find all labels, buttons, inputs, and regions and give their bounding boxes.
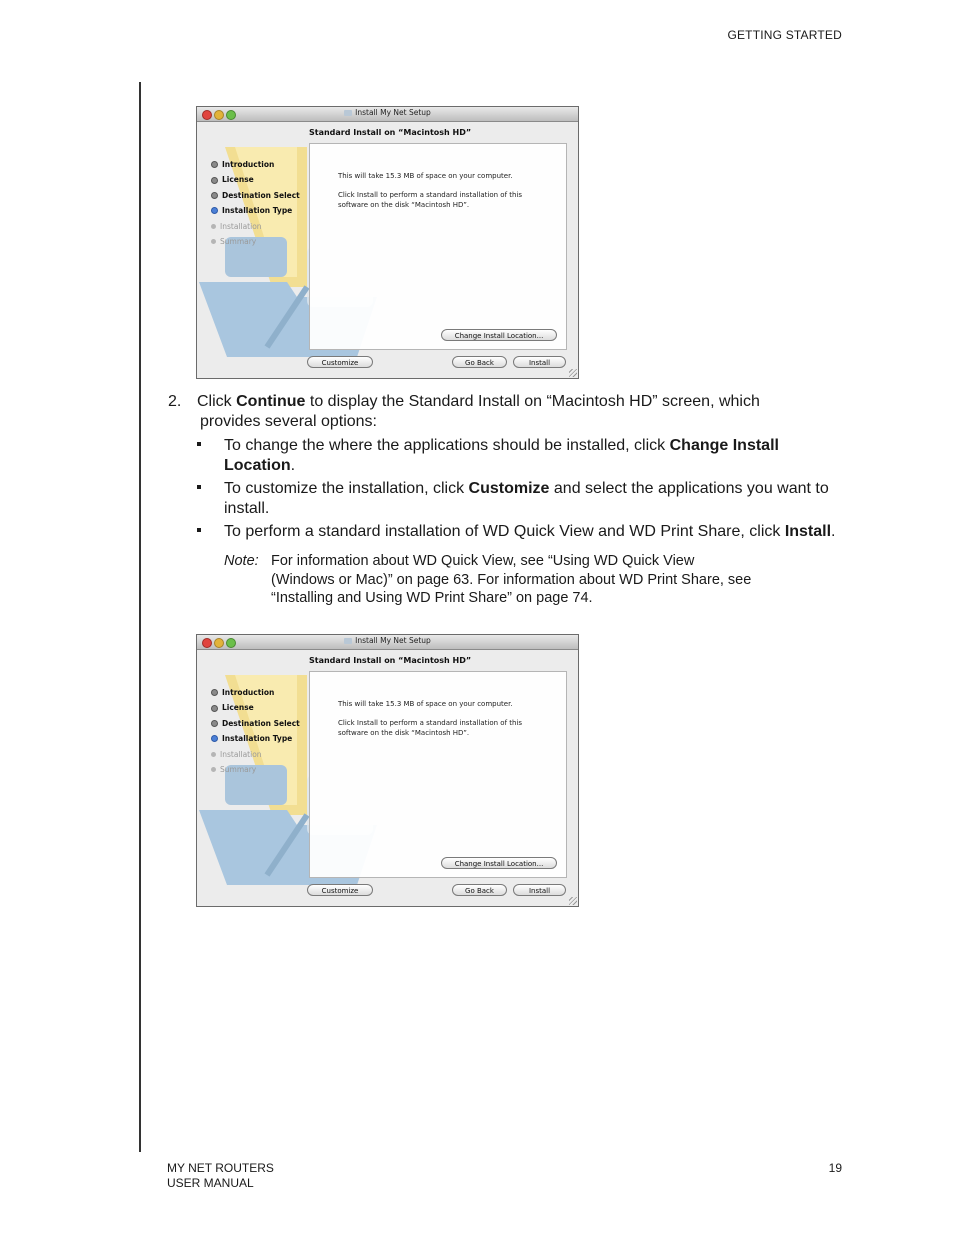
emphasis: Change Install Location [224,437,779,474]
text-run: To change the where the applications should be installed, click [224,437,670,454]
step-label: Introduction [222,160,275,169]
install-instruction-text: Click Install to perform a standard installation of this software on the disk “Macintosh HD”. [338,191,523,209]
note-line: “Installing and Using WD Print Share” on page 74. [271,590,593,606]
instructions [168,392,848,608]
list-item [224,479,848,519]
step-license [211,700,300,715]
step-label: Installation [220,749,262,759]
note-line: For information about WD Quick View, see “Using WD Quick View [271,553,695,569]
step-number: 2. [168,393,182,410]
text-run: To customize the installation, click [224,480,469,497]
note-label: Note: [224,553,259,569]
step-label: Installation [220,221,262,231]
text-run: . [290,457,296,474]
customize-button[interactable]: Customize [307,356,373,368]
go-back-button[interactable]: Go Back [452,356,507,368]
text-run: . [831,523,836,540]
step-done-icon [211,720,218,727]
install-content-pane [309,143,567,350]
list-item [224,436,848,476]
disk-icon [344,638,352,644]
note [224,552,848,608]
installer-steps [211,685,300,777]
text-run: to display the Standard Install on “Macintosh HD” screen, which [305,393,760,410]
step-introduction [211,685,300,700]
window-title [197,636,578,645]
continue-label: Continue [236,393,306,410]
step-done-icon [211,689,218,696]
space-required-text: This will take 15.3 MB of space on your computer. [338,700,513,708]
resize-handle-icon[interactable] [569,897,577,905]
step-installation [211,747,300,762]
text-run: To perform a standard installation of WD Quick View and WD Print Share, click [224,523,785,540]
window-titlebar[interactable] [197,107,578,122]
step-current-icon [211,735,218,742]
step-pending-icon [211,767,216,772]
footer-product: MY NET ROUTERS [167,1161,274,1175]
change-install-location-button[interactable]: Change Install Location... [441,857,557,869]
step-summary [211,234,300,249]
footer-doc-type: USER MANUAL [167,1176,254,1190]
options-list [168,436,848,542]
margin-rule [139,82,141,1152]
step-introduction [211,157,300,172]
step-installation [211,219,300,234]
step-label: Installation Type [222,206,293,216]
note-line: (Windows or Mac)” on page 63. For information about WD Print Share, see [271,571,752,588]
installer-steps [211,157,300,249]
step-destination-select [211,188,300,203]
go-back-button[interactable]: Go Back [452,884,507,896]
step-summary [211,762,300,777]
step-label: Installation Type [222,734,293,744]
step-label: Summary [220,237,257,247]
step-current-icon [211,207,218,214]
step-2-item [168,392,848,432]
window-title-text: Install My Net Setup [355,636,431,645]
step-pending-icon [211,752,216,757]
text-run: and select the applications you want to install. [224,480,829,517]
step-installation-type [211,731,300,746]
step-done-icon [211,161,218,168]
page-number: 19 [828,1161,842,1175]
install-content-pane [309,671,567,878]
install-heading: Standard Install on “Macintosh HD” [309,128,472,137]
window-title-text: Install My Net Setup [355,108,431,117]
step-2-text [197,392,760,432]
page-header: GETTING STARTED [727,28,842,42]
install-instruction-text: Click Install to perform a standard installation of this software on the disk “Macintosh HD”. [338,719,523,737]
step-label: License [222,175,254,185]
step-label: Destination Select [222,190,300,200]
step-done-icon [211,192,218,199]
disk-icon [344,110,352,116]
install-button[interactable]: Install [513,356,566,368]
step-done-icon [211,705,218,712]
step-label: Introduction [222,688,275,697]
resize-handle-icon[interactable] [569,369,577,377]
customize-button[interactable]: Customize [307,884,373,896]
emphasis: Install [784,523,832,540]
installer-window-2 [196,634,579,907]
text-run: Click [197,393,237,410]
step-pending-icon [211,239,216,244]
space-required-text: This will take 15.3 MB of space on your computer. [338,172,513,180]
step-pending-icon [211,224,216,229]
step-label: License [222,703,254,713]
step-label: Summary [220,765,257,775]
list-item [224,522,848,542]
step-license [211,172,300,187]
window-titlebar[interactable] [197,635,578,650]
install-button[interactable]: Install [513,884,566,896]
install-heading: Standard Install on “Macintosh HD” [309,656,472,665]
page-footer [167,1161,274,1191]
step-label: Destination Select [222,718,300,728]
window-title [197,108,578,117]
step-done-icon [211,177,218,184]
step-installation-type [211,203,300,218]
text-run: provides several options: [200,413,377,430]
installer-window-1 [196,106,579,379]
emphasis: Customize [468,480,550,497]
change-install-location-button[interactable]: Change Install Location... [441,329,557,341]
step-destination-select [211,716,300,731]
